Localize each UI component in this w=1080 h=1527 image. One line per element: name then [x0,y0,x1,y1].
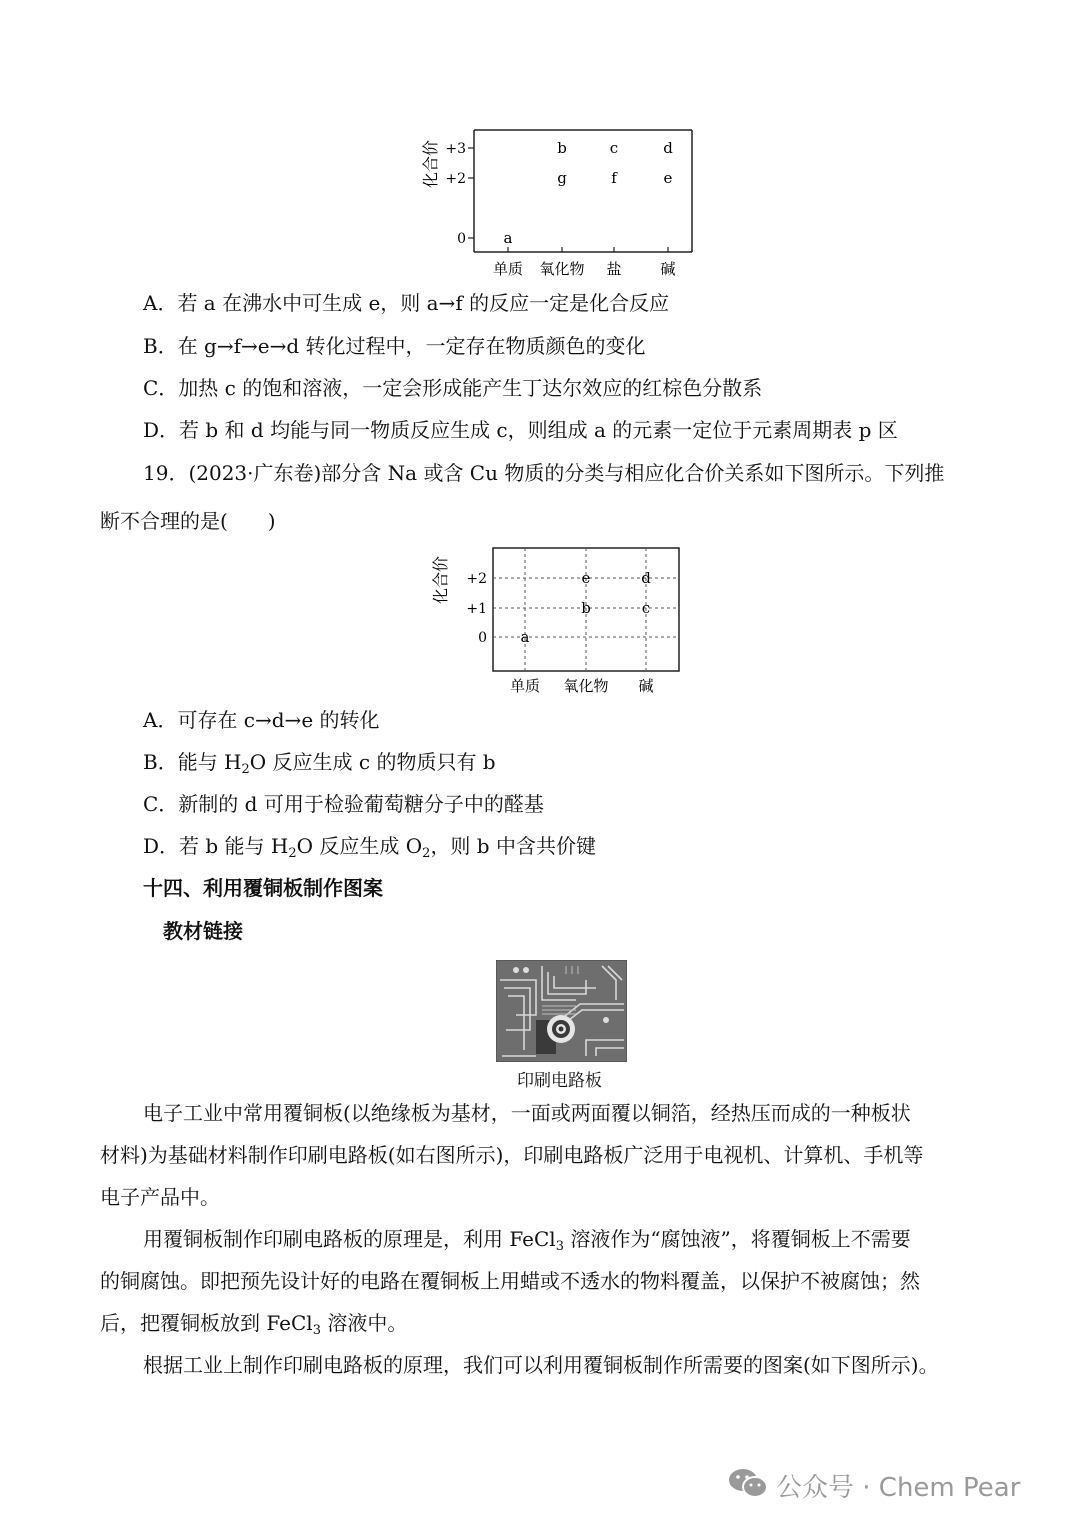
chart2-category-label: 碱 [638,677,654,695]
q19-d-subscript-2: 2 [422,846,431,861]
chart1-category-label: 单质 [492,260,524,278]
chart1-category-label: 盐 [606,260,622,278]
watermark-text: 公众号 · Chem Pear [776,1473,1021,1503]
chart2-point-e: e [581,569,591,587]
paragraph-3-line-1: 根据工业上制作印刷电路板的原理，我们可以利用覆铜板制作所需要的图案(如下图所示)。 [143,1353,939,1377]
chart1-y-tick-label: +3 [445,141,466,157]
paragraph-1-line-1: 电子工业中常用覆铜板(以绝缘板为基材，一面或两面覆以铜箔，经热压而成的一种板状 [143,1101,911,1125]
p2-l1-subscript: 3 [555,1239,564,1254]
chart2-point-c: c [641,599,651,617]
q18-option-d: D．若 b 和 d 均能与同一物质反应生成 c，则组成 a 的元素一定位于元素周期表 p 区 [143,418,898,442]
q19-option-b [143,749,496,783]
q19-b-text-2: O 反应生成 c 的物质只有 b [249,750,496,774]
chart1-point-e: e [663,169,673,187]
p2-l3-subscript: 3 [312,1323,321,1338]
p2-l3-text-1: 后，把覆铜板放到 FeCl [100,1311,313,1335]
p2-l3-text-2: 溶液中。 [320,1311,408,1335]
chart1-y-tick-label: +2 [445,171,466,187]
q19-d-text-1: D．若 b 能与 H [143,834,289,858]
chart1-point-c: c [609,139,619,157]
q19-d-text-2: O 反应生成 O [296,834,423,858]
chart1-ylabel: 化合价 [421,139,440,189]
q19-stem-line2: 断不合理的是( ) [100,509,276,533]
paragraph-2-line-3 [100,1310,407,1344]
pcb-image-caption: 印刷电路板 [517,1071,602,1091]
chart1-category-label: 碱 [660,260,676,278]
q19-option-c: C．新制的 d 可用于检验葡萄糖分子中的醛基 [143,792,544,816]
chart2-y-tick-label: +2 [466,571,487,587]
paragraph-1-line-3: 电子产品中。 [100,1185,220,1209]
chart2-point-b: b [581,599,591,617]
q19-option-d [143,833,596,867]
chart1-point-f: f [611,169,617,187]
paragraph-2-line-2: 的铜腐蚀。即把预先设计好的电路在覆铜板上用蜡或不透水的物料覆盖，以保护不被腐蚀；然 [100,1269,920,1293]
wechat-icon [727,1466,769,1500]
chart1-y-tick-label: 0 [457,231,466,247]
valence-chart-2 [430,540,690,700]
chart1-point-b: b [557,139,567,157]
q19-stem-line1: 19．(2023·广东卷)部分含 Na 或含 Cu 物质的分类与相应化合价关系如下图所示。下列推 [143,461,945,485]
p2-l1-text-1: 用覆铜板制作印刷电路板的原理是，利用 FeCl [143,1227,556,1251]
section-subheading: 教材链接 [163,919,243,943]
q19-b-text-1: B．能与 H [143,750,242,774]
q18-option-c: C．加热 c 的饱和溶液，一定会形成能产生丁达尔效应的红棕色分散系 [143,376,763,400]
chart1-point-a: a [503,229,513,247]
chart2-ylabel: 化合价 [431,555,450,605]
section-heading: 十四、利用覆铜板制作图案 [143,876,383,900]
p2-l1-text-2: 溶液作为“腐蚀液”，将覆铜板上不需要 [563,1227,911,1251]
pcb-image [496,960,627,1062]
valence-chart-1 [420,120,710,285]
paragraph-2-line-1 [143,1226,911,1260]
chart1-category-label: 氧化物 [539,260,585,278]
q19-d-text-3: ，则 b 中含共价键 [430,834,596,858]
q19-b-subscript: 2 [241,762,250,777]
chart2-y-tick-label: 0 [478,630,487,646]
chart1-point-g: g [557,169,567,187]
q19-option-a: A．可存在 c→d→e 的转化 [143,708,380,732]
q18-option-a: A．若 a 在沸水中可生成 e，则 a→f 的反应一定是化合反应 [143,291,670,315]
q18-option-b: B．在 g→f→e→d 转化过程中，一定存在物质颜色的变化 [143,334,646,358]
q19-d-subscript-1: 2 [288,846,297,861]
chart2-point-a: a [520,628,530,646]
chart2-point-d: d [641,569,651,587]
paragraph-1-line-2: 材料)为基础材料制作印刷电路板(如右图所示)，印刷电路板广泛用于电视机、计算机、手机等 [100,1143,924,1167]
chart1-point-d: d [663,139,673,157]
chart2-category-label: 氧化物 [563,677,609,695]
chart2-y-tick-label: +1 [466,601,487,617]
chart2-category-label: 单质 [509,677,541,695]
